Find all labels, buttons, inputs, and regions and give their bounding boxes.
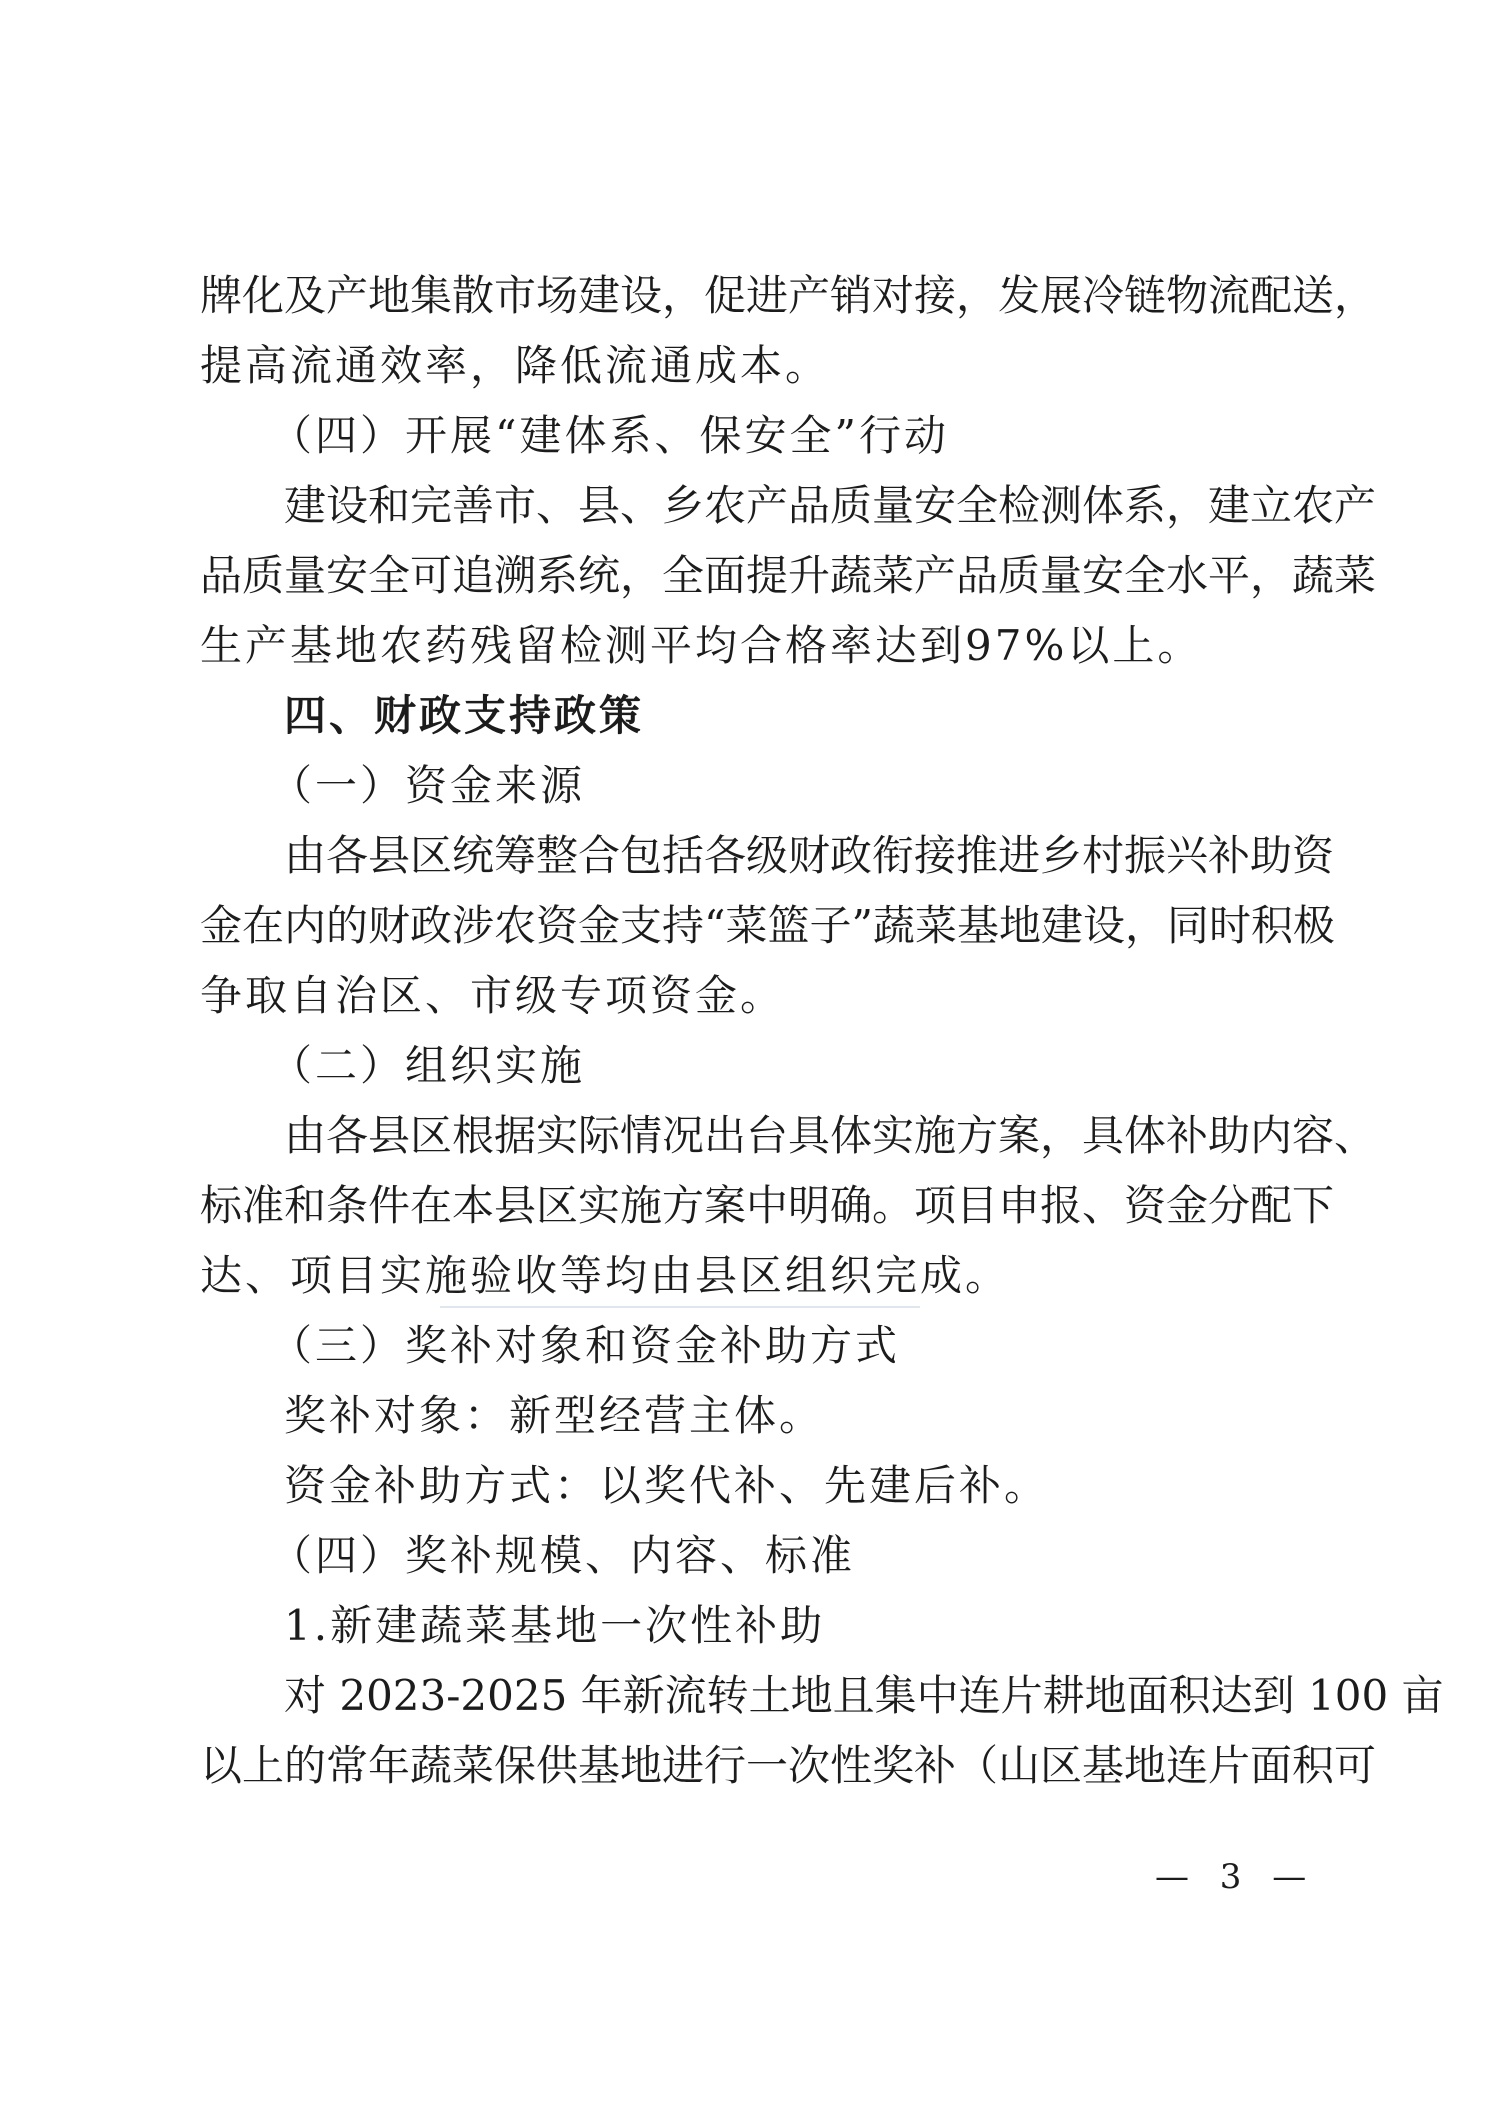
body-text-line: 金在内的财政涉农资金支持“菜篮子”蔬菜基地建设，同时积极 — [200, 901, 1335, 950]
body-text-line: 奖补对象：新型经营主体。 — [284, 1391, 825, 1440]
body-text-line: 由各县区根据实际情况出台具体实施方案，具体补助内容、 — [284, 1111, 1377, 1160]
body-text-line: 标准和条件在本县区实施方案中明确。项目申报、资金分配下 — [200, 1181, 1335, 1230]
subsection-heading: （四）奖补规模、内容、标准 — [270, 1531, 856, 1580]
subsection-heading: （二）组织实施 — [270, 1041, 586, 1090]
body-text-line: 以上的常年蔬菜保供基地进行一次性奖补（山区基地连片面积可 — [200, 1741, 1377, 1790]
body-text-line: 建设和完善市、县、乡农产品质量安全检测体系，建立农产 — [284, 481, 1377, 530]
body-text-line: 生产基地农药残留检测平均合格率达到97%以上。 — [200, 621, 1203, 670]
body-text-line: 牌化及产地集散市场建设，促进产销对接，发展冷链物流配送， — [200, 271, 1377, 320]
page-number: — 3 — — [1155, 1857, 1317, 1897]
subsection-heading: （四）开展“建体系、保安全”行动 — [270, 411, 949, 460]
numbered-item-heading: 1.新建蔬菜基地一次性补助 — [284, 1601, 826, 1650]
subsection-heading: （一）资金来源 — [270, 761, 586, 810]
section-heading: 四、财政支持政策 — [284, 691, 645, 740]
body-text-line: 提高流通效率，降低流通成本。 — [200, 341, 831, 390]
scan-artifact-line — [440, 1306, 920, 1308]
body-text-line: 资金补助方式：以奖代补、先建后补。 — [284, 1461, 1050, 1510]
subsection-heading: （三）奖补对象和资金补助方式 — [270, 1321, 901, 1370]
body-text-line: 争取自治区、市级专项资金。 — [200, 971, 786, 1020]
body-text-line: 品质量安全可追溯系统，全面提升蔬菜产品质量安全水平，蔬菜 — [200, 551, 1377, 600]
body-text-line: 由各县区统筹整合包括各级财政衔接推进乡村振兴补助资 — [284, 831, 1335, 880]
body-text-line: 对 2023-2025 年新流转土地且集中连片耕地面积达到 100 亩 — [284, 1671, 1444, 1720]
body-text-line: 达、项目实施验收等均由县区组织完成。 — [200, 1251, 1011, 1300]
